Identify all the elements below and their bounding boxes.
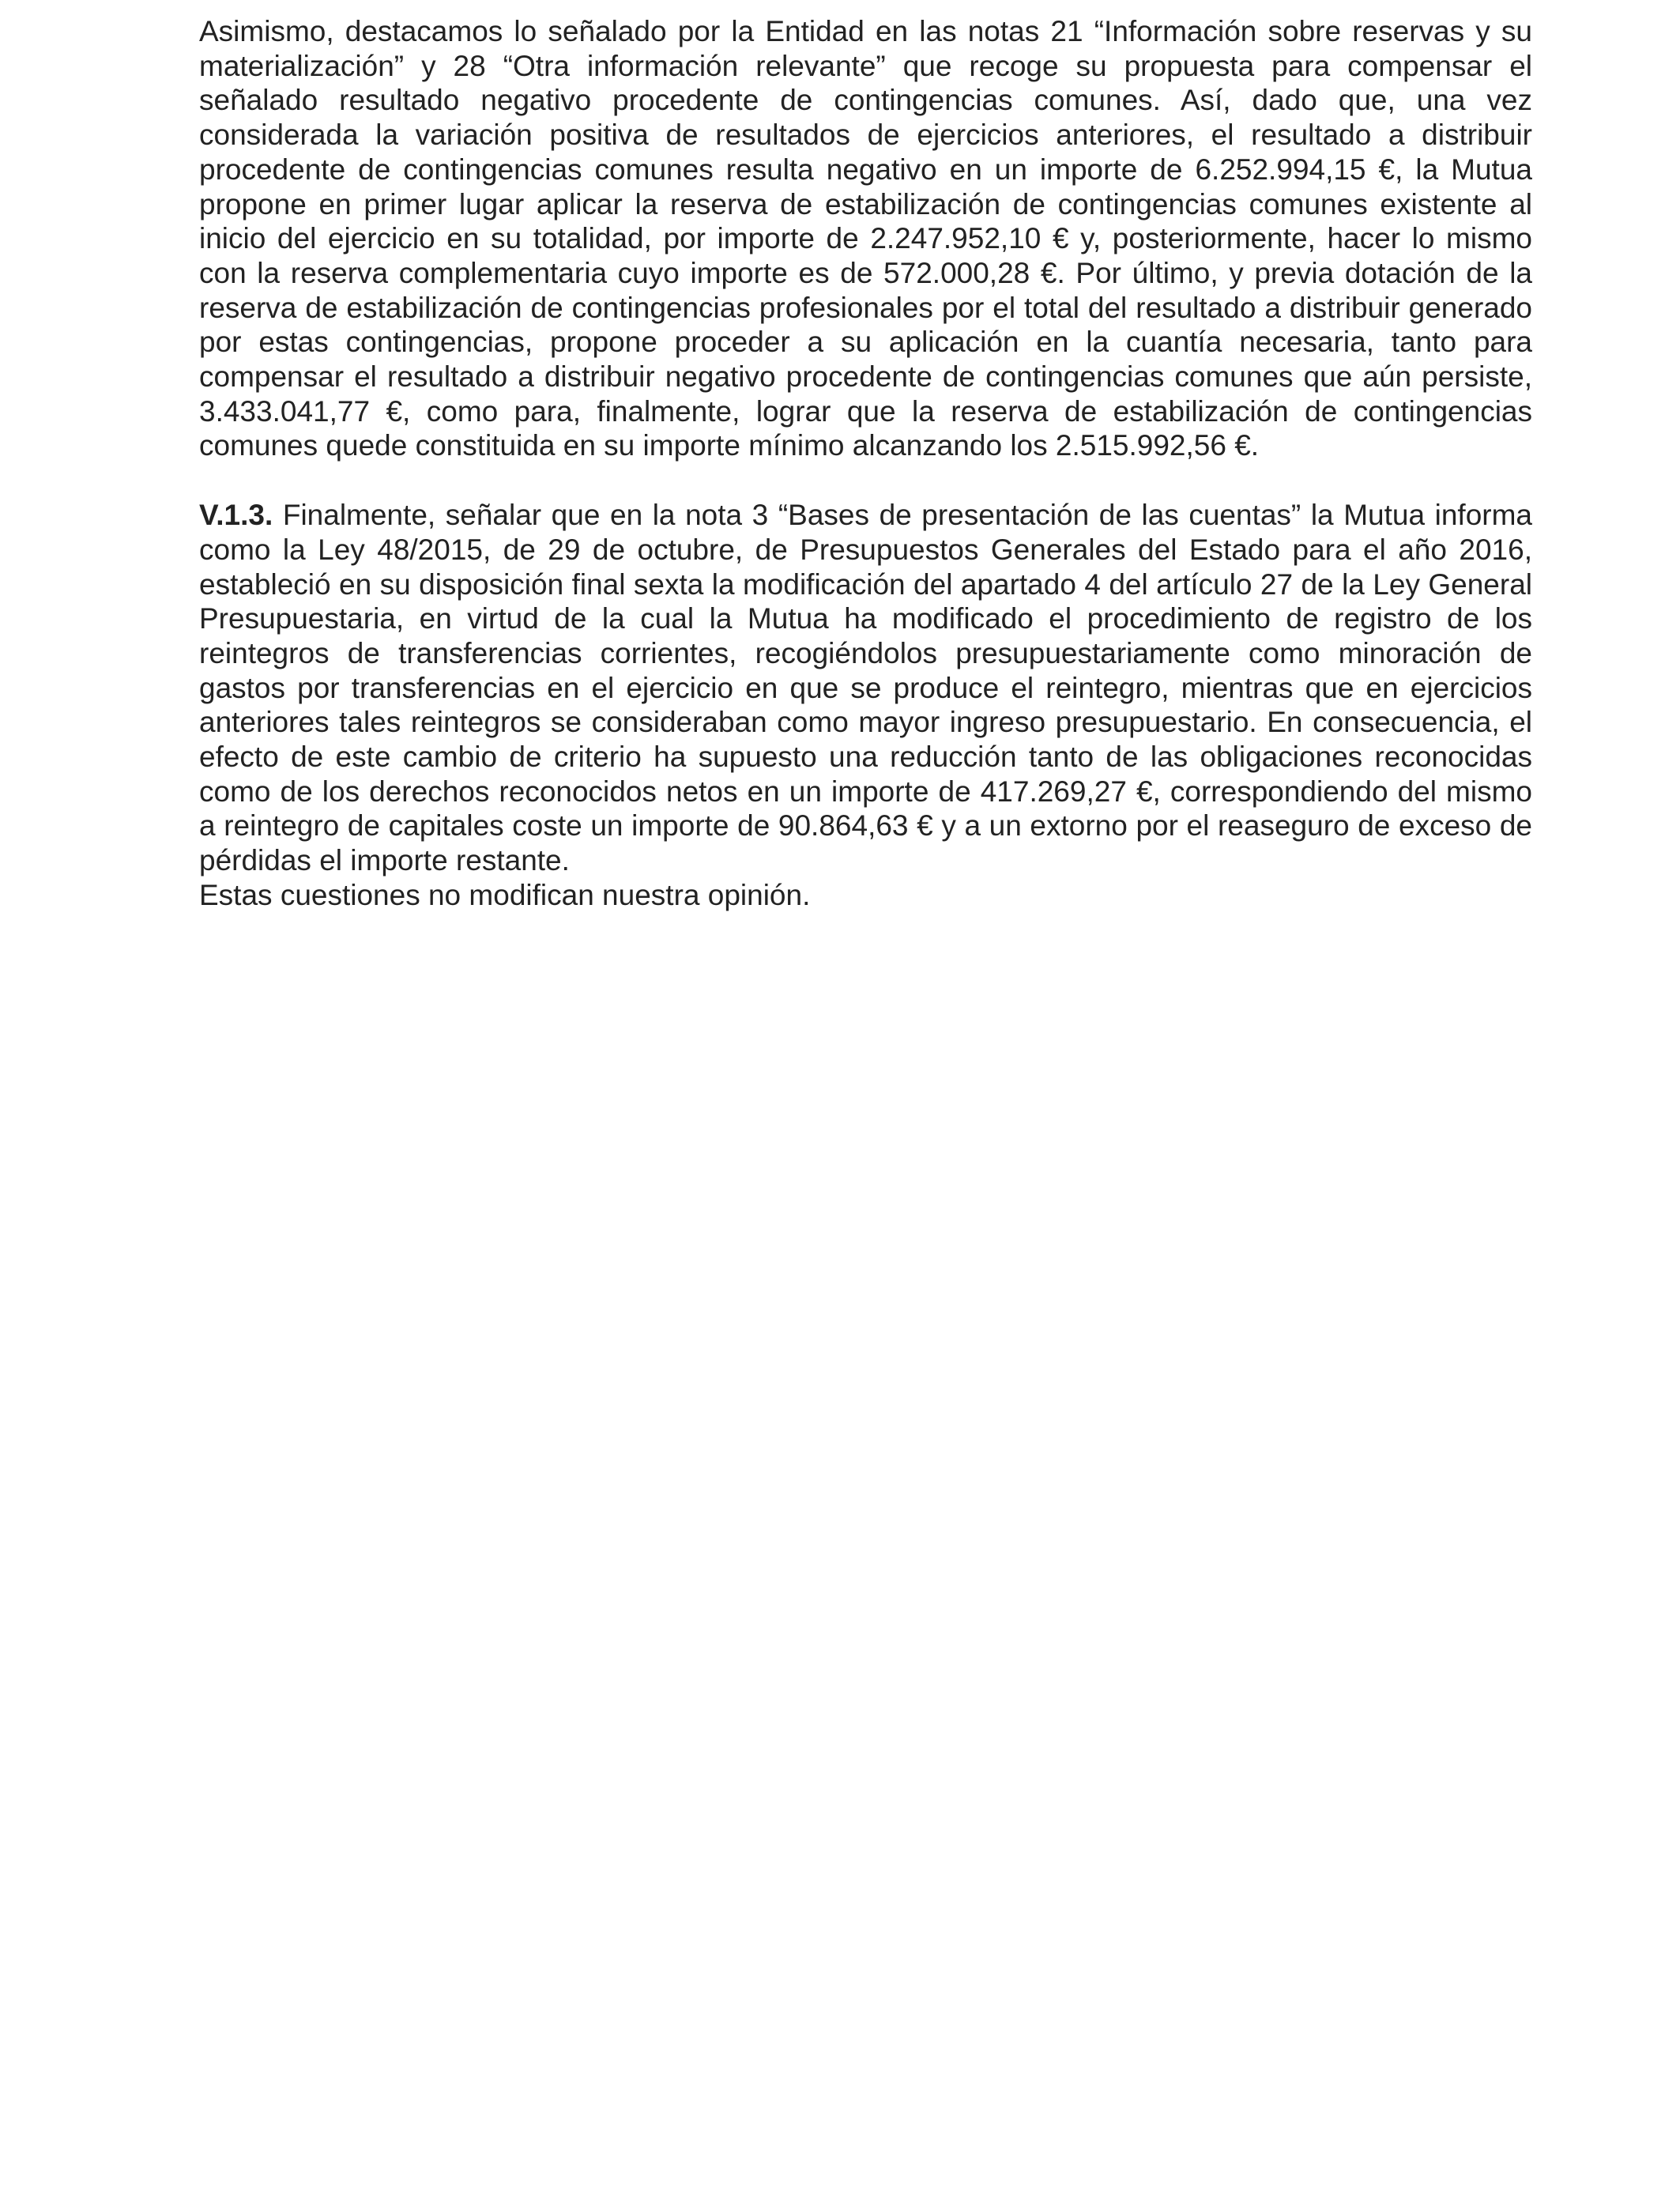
paragraph-reserves-compensation: Asimismo, destacamos lo señalado por la Entidad en las notas 21 “Información sobre reservas y su materialización” y 28 “Otra información relevante” que recoge su propuesta para compensar el señalado resultado negativo procedente de contingencias comunes. Así, dado que, una vez considerada la variación positiva de resultados de ejercicios anteriores, el resultado a distribuir procedente de contingencias comunes resulta negativo en un importe de 6.252.994,15 €, la Mutua propone en primer lugar aplicar la reserva de estabilización de contingencias comunes existente al inicio del ejercicio en su totalidad, por importe de 2.247.952,10 € y, posteriormente, hacer lo mismo con la reserva complementaria cuyo importe es de 572.000,28 €. Por último, y previa dotación de la reserva de estabilización de contingencias profesionales por el total del resultado a distribuir generado por estas contingencias, propone proceder a su aplicación en la cuantía necesaria, tanto para compensar el resultado a distribuir negativo procedente de contingencias comunes que aún persiste, 3.433.041,77 €, como para, finalmente, lograr que la reserva de estabilización de contingencias comunes quede constituida en su importe mínimo alcanzando los 2.515.992,56 €. (199, 15, 1532, 462)
section-v-1-3 (199, 498, 1532, 878)
document-body (199, 14, 1532, 913)
section-text: Finalmente, señalar que en la nota 3 “Bases de presentación de las cuentas” la Mutua informa como la Ley 48/2015, de 29 de octubre, de Presupuestos Generales del Estado para el año 2016, estableció en su disposición final sexta la modificación del apartado 4 del artículo 27 de la Ley General Presupuestaria, en virtud de la cual la Mutua ha modificado el procedimiento de registro de los reintegros de transferencias corrientes, recogiéndolos presupuestariamente como minoración de gastos por transferencias en el ejercicio en que se produce el reintegro, mientras que en ejercicios anteriores tales reintegros se consideraban como mayor ingreso presupuestario. En consecuencia, el efecto de este cambio de criterio ha supuesto una reducción tanto de las obligaciones reconocidas como de los derechos reconocidos netos en un importe de 417.269,27 €, correspondiendo del mismo a reintegro de capitales coste un importe de 90.864,63 € y a un extorno por el reaseguro de exceso de pérdidas el importe restante. (199, 499, 1532, 877)
section-number: V.1.3. (199, 499, 273, 532)
closing-statement: Estas cuestiones no modifican nuestra opinión. (199, 878, 811, 911)
